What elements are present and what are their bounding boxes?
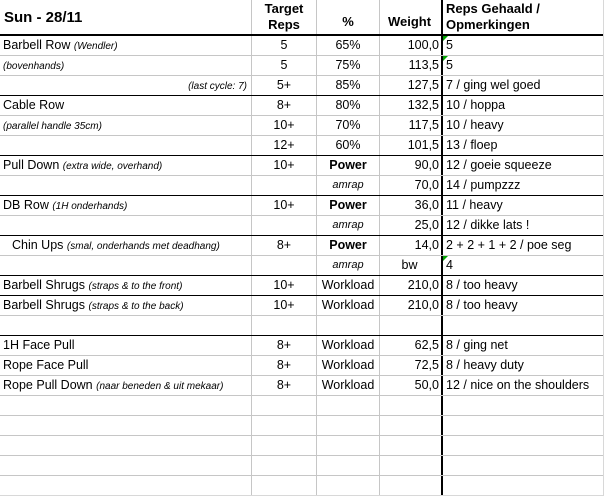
- weight-cell[interactable]: [380, 316, 443, 335]
- reps-cell[interactable]: 12+: [252, 136, 317, 155]
- empty-cell[interactable]: [380, 476, 443, 495]
- empty-cell[interactable]: [252, 436, 317, 455]
- empty-cell[interactable]: [380, 436, 443, 455]
- empty-cell[interactable]: [380, 456, 443, 475]
- exercise-cell[interactable]: [0, 236, 252, 255]
- exercise-sub: (1H onderhands): [52, 201, 128, 212]
- percent-cell[interactable]: 85%: [317, 76, 380, 95]
- table-row: [0, 96, 603, 116]
- exercise-cell[interactable]: [0, 296, 252, 315]
- empty-cell[interactable]: [317, 396, 380, 415]
- empty-cell[interactable]: [0, 476, 252, 495]
- table-row: [0, 36, 603, 56]
- reps-cell[interactable]: 8+: [252, 336, 317, 355]
- reps-cell[interactable]: 10+: [252, 116, 317, 135]
- percent-cell[interactable]: 75%: [317, 56, 380, 75]
- reps-notes-header[interactable]: [443, 0, 603, 34]
- empty-cell[interactable]: [0, 396, 252, 415]
- empty-cell[interactable]: [317, 476, 380, 495]
- reps-cell[interactable]: 5+: [252, 76, 317, 95]
- reps-cell[interactable]: 10+: [252, 276, 317, 295]
- percent-cell[interactable]: 60%: [317, 136, 380, 155]
- exercise-cell[interactable]: [0, 276, 252, 295]
- percent-cell[interactable]: amrap: [317, 216, 380, 235]
- percent-cell[interactable]: Workload: [317, 356, 380, 375]
- exercise-cell[interactable]: [0, 216, 252, 235]
- weight-cell[interactable]: 62,5: [380, 336, 443, 355]
- table-row: [0, 356, 603, 376]
- empty-cell[interactable]: [380, 396, 443, 415]
- weight-cell[interactable]: 36,0: [380, 196, 443, 215]
- weight-cell[interactable]: 90,0: [380, 156, 443, 175]
- exercise-cell[interactable]: [0, 116, 252, 135]
- table-row: [0, 376, 603, 396]
- reps-notes-header-line2: Opmerkingen: [446, 17, 530, 32]
- table-row: [0, 256, 603, 276]
- percent-cell[interactable]: Workload: [317, 336, 380, 355]
- note-cell[interactable]: 12 / dikke lats !: [446, 218, 530, 232]
- exercise-cell[interactable]: [0, 36, 252, 55]
- exercise-name: Rope Pull Down: [3, 378, 93, 392]
- reps-cell[interactable]: 10+: [252, 196, 317, 215]
- empty-cell[interactable]: [252, 396, 317, 415]
- exercise-name: Cable Row: [3, 98, 65, 112]
- reps-cell[interactable]: [252, 256, 317, 275]
- weight-cell[interactable]: 132,5: [380, 96, 443, 115]
- exercise-cell[interactable]: [0, 176, 252, 195]
- exercise-cell[interactable]: [0, 76, 252, 95]
- exercise-cell[interactable]: [0, 376, 252, 395]
- exercise-cell[interactable]: [0, 156, 252, 175]
- exercise-cell[interactable]: [0, 256, 252, 275]
- weight-cell[interactable]: 50,0: [380, 376, 443, 395]
- empty-cell[interactable]: [443, 456, 603, 475]
- exercise-cell[interactable]: [0, 136, 252, 155]
- table-row: [0, 76, 603, 96]
- reps-cell[interactable]: 5: [252, 36, 317, 55]
- exercise-name: Rope Face Pull: [3, 358, 89, 372]
- reps-cell[interactable]: 8+: [252, 356, 317, 375]
- percent-header[interactable]: %: [317, 0, 380, 34]
- exercise-name: Barbell Row: [3, 38, 71, 52]
- table-row: [0, 316, 603, 336]
- note-cell[interactable]: 5: [443, 36, 603, 55]
- empty-cell[interactable]: [252, 416, 317, 435]
- target-reps-header-line2: Reps: [268, 17, 300, 32]
- reps-cell[interactable]: 8+: [252, 96, 317, 115]
- empty-cell[interactable]: [252, 476, 317, 495]
- exercise-sub: (Wendler): [73, 41, 118, 52]
- weight-cell[interactable]: 14,0: [380, 236, 443, 255]
- note-cell[interactable]: 12 / goeie squeeze: [446, 158, 552, 172]
- note-cell[interactable]: 11 / heavy: [446, 198, 503, 212]
- note-cell[interactable]: 4: [443, 256, 603, 275]
- target-reps-header-line1: Target: [264, 1, 304, 16]
- weight-cell[interactable]: 113,5: [380, 56, 443, 75]
- header-row: [0, 0, 603, 36]
- weight-cell[interactable]: 25,0: [380, 216, 443, 235]
- exercise-sub: (last cycle: 7): [188, 81, 247, 92]
- empty-row: [0, 476, 603, 495]
- empty-row: [0, 436, 603, 456]
- exercise-cell[interactable]: [0, 316, 252, 335]
- table-row: [0, 116, 603, 136]
- table-row: [0, 236, 603, 256]
- empty-row: [0, 416, 603, 436]
- reps-cell[interactable]: 8+: [252, 376, 317, 395]
- exercise-sub: (parallel handle 35cm): [3, 121, 102, 132]
- reps-notes-header-line1: Reps Gehaald /: [446, 1, 540, 16]
- percent-cell[interactable]: Workload: [317, 296, 380, 315]
- reps-cell[interactable]: 10+: [252, 156, 317, 175]
- exercise-sub: (extra wide, overhand): [62, 161, 163, 172]
- reps-cell[interactable]: [252, 316, 317, 335]
- empty-cell[interactable]: [443, 476, 603, 495]
- note-cell[interactable]: 8 / ging net: [446, 338, 508, 352]
- reps-cell[interactable]: 10+: [252, 296, 317, 315]
- exercise-cell[interactable]: [0, 196, 252, 215]
- weight-cell[interactable]: 210,0: [380, 276, 443, 295]
- note-cell[interactable]: 8 / heavy duty: [446, 358, 524, 372]
- table-row: [0, 216, 603, 236]
- exercise-sub: (smal, onderhands met deadhang): [66, 241, 220, 252]
- exercise-name: 1H Face Pull: [3, 338, 75, 352]
- note-cell[interactable]: 13 / floep: [446, 138, 498, 152]
- empty-cell[interactable]: [317, 456, 380, 475]
- percent-cell[interactable]: 65%: [317, 36, 380, 55]
- weight-cell[interactable]: 100,0: [380, 36, 443, 55]
- empty-cell[interactable]: [0, 436, 252, 455]
- note-cell[interactable]: 8 / too heavy: [446, 298, 518, 312]
- empty-cell[interactable]: [443, 416, 603, 435]
- reps-cell[interactable]: [252, 176, 317, 195]
- percent-cell[interactable]: Power: [317, 196, 380, 215]
- empty-cell[interactable]: [0, 456, 252, 475]
- table-row: [0, 276, 603, 296]
- empty-cell[interactable]: [252, 456, 317, 475]
- weight-cell[interactable]: bw: [380, 256, 443, 275]
- exercise-name: Chin Ups: [12, 238, 64, 252]
- table-row: [0, 176, 603, 196]
- empty-cell[interactable]: [380, 416, 443, 435]
- weight-cell[interactable]: 101,5: [380, 136, 443, 155]
- note-cell[interactable]: 7 / ging wel goed: [446, 78, 541, 92]
- table-row: [0, 156, 603, 176]
- percent-cell[interactable]: [317, 316, 380, 335]
- table-row: [0, 336, 603, 356]
- note-cell[interactable]: 8 / too heavy: [446, 278, 518, 292]
- table-row: [0, 56, 603, 76]
- weight-cell[interactable]: 70,0: [380, 176, 443, 195]
- empty-row: [0, 456, 603, 476]
- exercise-name: Barbell Shrugs: [3, 298, 85, 312]
- note-cell[interactable]: 12 / nice on the shoulders: [446, 378, 590, 392]
- table-row: [0, 196, 603, 216]
- weight-cell[interactable]: 210,0: [380, 296, 443, 315]
- exercise-name: DB Row: [3, 198, 49, 212]
- exercise-sub: (straps & to the back): [88, 301, 184, 312]
- target-reps-header[interactable]: [252, 0, 317, 34]
- empty-cell[interactable]: [317, 416, 380, 435]
- exercise-name: Pull Down: [3, 158, 60, 172]
- percent-cell[interactable]: Workload: [317, 276, 380, 295]
- reps-cell[interactable]: 5: [252, 56, 317, 75]
- exercise-sub: (straps & to the front): [88, 281, 183, 292]
- weight-cell[interactable]: 127,5: [380, 76, 443, 95]
- weight-header[interactable]: Weight: [380, 0, 443, 34]
- exercise-name: Barbell Shrugs: [3, 278, 85, 292]
- percent-cell[interactable]: 70%: [317, 116, 380, 135]
- percent-cell[interactable]: Power: [317, 236, 380, 255]
- empty-cell[interactable]: [443, 436, 603, 455]
- percent-cell[interactable]: amrap: [317, 256, 380, 275]
- day-title[interactable]: Sun - 28/11: [0, 0, 252, 34]
- empty-cell[interactable]: [317, 436, 380, 455]
- note-cell[interactable]: [443, 316, 603, 335]
- percent-cell[interactable]: amrap: [317, 176, 380, 195]
- reps-cell[interactable]: 8+: [252, 236, 317, 255]
- percent-cell[interactable]: Power: [317, 156, 380, 175]
- exercise-cell[interactable]: [0, 336, 252, 355]
- table-row: [0, 136, 603, 156]
- percent-cell[interactable]: Workload: [317, 376, 380, 395]
- exercise-sub: (bovenhands): [3, 61, 65, 72]
- exercise-cell[interactable]: [0, 56, 252, 75]
- exercise-sub: (naar beneden & uit mekaar): [96, 381, 224, 392]
- exercise-cell[interactable]: [0, 96, 252, 115]
- empty-row: [0, 396, 603, 416]
- weight-cell[interactable]: 117,5: [380, 116, 443, 135]
- note-cell[interactable]: 5: [443, 56, 603, 75]
- percent-cell[interactable]: 80%: [317, 96, 380, 115]
- empty-cell[interactable]: [443, 396, 603, 415]
- reps-cell[interactable]: [252, 216, 317, 235]
- note-cell[interactable]: 10 / heavy: [446, 118, 504, 132]
- table-row: [0, 296, 603, 316]
- note-cell[interactable]: 14 / pumpzzz: [446, 178, 521, 192]
- exercise-cell[interactable]: [0, 356, 252, 375]
- note-cell[interactable]: 10 / hoppa: [446, 98, 506, 112]
- empty-cell[interactable]: [0, 416, 252, 435]
- weight-cell[interactable]: 72,5: [380, 356, 443, 375]
- note-cell[interactable]: 2 + 2 + 1 + 2 / poe seg: [446, 238, 572, 252]
